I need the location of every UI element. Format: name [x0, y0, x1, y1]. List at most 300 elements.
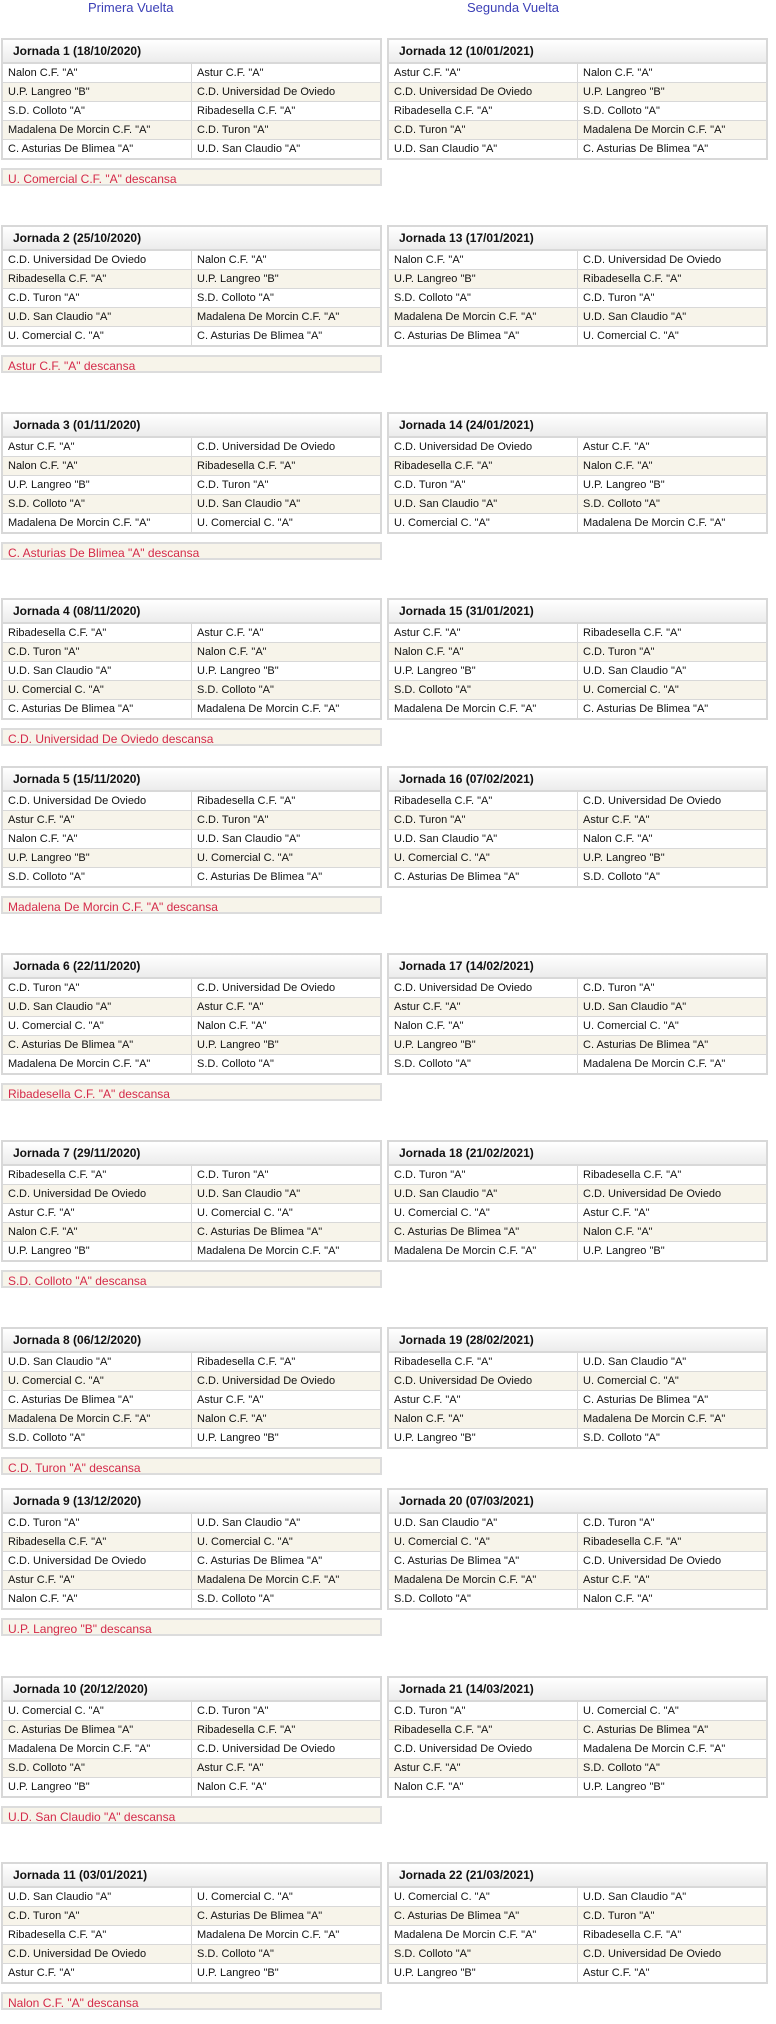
home-team: C.D. Turon "A" — [388, 811, 578, 830]
home-team: C.D. Turon "A" — [2, 1907, 192, 1926]
match-row — [388, 1165, 767, 1185]
match-row — [388, 662, 767, 681]
away-team: Ribadesella C.F. "A" — [578, 1533, 768, 1552]
home-team: C.D. Turon "A" — [2, 978, 192, 998]
home-team: S.D. Colloto "A" — [2, 495, 192, 514]
match-row — [2, 1552, 381, 1571]
away-team: C. Asturias De Blimea "A" — [578, 700, 768, 720]
jornada-title: Jornada 15 (31/01/2021) — [388, 599, 767, 623]
away-team: Astur C.F. "A" — [578, 811, 768, 830]
home-team: C.D. Turon "A" — [388, 476, 578, 495]
home-team: U. Comercial C. "A" — [2, 1701, 192, 1721]
home-team: Astur C.F. "A" — [388, 998, 578, 1017]
jornada-block — [1, 1676, 382, 1824]
away-team: S.D. Colloto "A" — [192, 1945, 382, 1964]
home-team: C. Asturias De Blimea "A" — [2, 140, 192, 160]
away-team: U. Comercial C. "A" — [578, 1017, 768, 1036]
away-team: Nalon C.F. "A" — [192, 643, 382, 662]
rest-team-notice: Astur C.F. "A" descansa — [1, 355, 382, 373]
match-row — [2, 791, 381, 811]
away-team: Nalon C.F. "A" — [578, 63, 768, 83]
home-team: S.D. Colloto "A" — [2, 102, 192, 121]
jornada-block — [387, 1488, 768, 1638]
match-row — [388, 1036, 767, 1055]
match-row — [2, 121, 381, 140]
jornada-table — [1, 225, 382, 347]
away-team: Ribadesella C.F. "A" — [192, 457, 382, 476]
jornada-block — [1, 225, 382, 373]
match-row — [2, 868, 381, 888]
home-team: S.D. Colloto "A" — [2, 1429, 192, 1449]
jornada-block — [1, 38, 382, 186]
away-team: Astur C.F. "A" — [578, 1204, 768, 1223]
match-row — [388, 457, 767, 476]
away-team: Madalena De Morcin C.F. "A" — [578, 1410, 768, 1429]
away-team: U. Comercial C. "A" — [192, 514, 382, 534]
match-row — [388, 1352, 767, 1372]
home-team: Nalon C.F. "A" — [2, 1223, 192, 1242]
jornada-table — [387, 225, 768, 347]
away-team: Ribadesella C.F. "A" — [192, 791, 382, 811]
home-team: U.P. Langreo "B" — [388, 1429, 578, 1449]
match-row — [388, 327, 767, 347]
away-team: Nalon C.F. "A" — [192, 1778, 382, 1798]
match-row — [388, 681, 767, 700]
away-team: U. Comercial C. "A" — [578, 1372, 768, 1391]
home-team: Astur C.F. "A" — [2, 1964, 192, 1984]
home-team: C. Asturias De Blimea "A" — [388, 1552, 578, 1571]
match-row — [2, 308, 381, 327]
jornada-table — [387, 1488, 768, 1610]
home-team: Ribadesella C.F. "A" — [2, 623, 192, 643]
match-row — [388, 476, 767, 495]
home-team: S.D. Colloto "A" — [2, 1759, 192, 1778]
match-row — [2, 437, 381, 457]
away-team: C.D. Universidad De Oviedo — [192, 978, 382, 998]
away-team: U.D. San Claudio "A" — [192, 1513, 382, 1533]
home-team: U. Comercial C. "A" — [388, 1887, 578, 1907]
match-row — [388, 83, 767, 102]
jornada-table — [1, 766, 382, 888]
away-team: U.P. Langreo "B" — [192, 1964, 382, 1984]
match-row — [388, 1778, 767, 1798]
jornada-table — [1, 1676, 382, 1798]
home-team: Madalena De Morcin C.F. "A" — [388, 308, 578, 327]
match-row — [388, 623, 767, 643]
away-team: C.D. Universidad De Oviedo — [578, 250, 768, 270]
home-team: Astur C.F. "A" — [2, 437, 192, 457]
home-team: Madalena De Morcin C.F. "A" — [388, 700, 578, 720]
match-row — [388, 1571, 767, 1590]
away-team: U.P. Langreo "B" — [578, 83, 768, 102]
home-team: C.D. Universidad De Oviedo — [2, 1945, 192, 1964]
away-team: S.D. Colloto "A" — [192, 681, 382, 700]
jornada-title: Jornada 8 (06/12/2020) — [2, 1328, 381, 1352]
match-row — [2, 662, 381, 681]
rest-team-notice: U.P. Langreo "B" descansa — [1, 1618, 382, 1636]
match-row — [2, 623, 381, 643]
home-team: Astur C.F. "A" — [388, 623, 578, 643]
match-row — [2, 1204, 381, 1223]
match-row — [2, 1017, 381, 1036]
away-team: U.P. Langreo "B" — [578, 849, 768, 868]
jornada-title: Jornada 11 (03/01/2021) — [2, 1863, 381, 1887]
jornada-title: Jornada 20 (07/03/2021) — [388, 1489, 767, 1513]
home-team: C. Asturias De Blimea "A" — [388, 327, 578, 347]
home-team: Astur C.F. "A" — [388, 63, 578, 83]
jornada-table — [387, 1676, 768, 1798]
jornada-block — [387, 412, 768, 562]
segunda-vuelta-heading[interactable]: Segunda Vuelta — [467, 0, 560, 15]
home-team: U. Comercial C. "A" — [388, 1533, 578, 1552]
away-team: C.D. Turon "A" — [192, 476, 382, 495]
jornada-title: Jornada 22 (21/03/2021) — [388, 1863, 767, 1887]
match-row — [388, 1740, 767, 1759]
away-team: C.D. Turon "A" — [192, 1701, 382, 1721]
home-team: U.P. Langreo "B" — [2, 1778, 192, 1798]
away-team: S.D. Colloto "A" — [192, 1590, 382, 1610]
match-row — [2, 1778, 381, 1798]
home-team: Madalena De Morcin C.F. "A" — [2, 121, 192, 140]
jornada-title: Jornada 1 (18/10/2020) — [2, 39, 381, 63]
jornada-table — [1, 1327, 382, 1449]
jornada-block — [387, 1140, 768, 1290]
home-team: Ribadesella C.F. "A" — [388, 102, 578, 121]
away-team: U.D. San Claudio "A" — [578, 1352, 768, 1372]
match-row — [388, 1017, 767, 1036]
away-team: Astur C.F. "A" — [192, 1759, 382, 1778]
away-team: C. Asturias De Blimea "A" — [192, 1907, 382, 1926]
match-row — [2, 250, 381, 270]
home-team: U.P. Langreo "B" — [388, 270, 578, 289]
home-team: U.P. Langreo "B" — [2, 849, 192, 868]
away-team: Madalena De Morcin C.F. "A" — [578, 1055, 768, 1075]
away-team: Nalon C.F. "A" — [192, 1410, 382, 1429]
match-row — [388, 830, 767, 849]
home-team: C.D. Turon "A" — [388, 1701, 578, 1721]
away-team: C.D. Universidad De Oviedo — [578, 1945, 768, 1964]
home-team: Nalon C.F. "A" — [388, 250, 578, 270]
jornada-title: Jornada 4 (08/11/2020) — [2, 599, 381, 623]
home-team: Nalon C.F. "A" — [388, 1410, 578, 1429]
jornada-block — [1, 1327, 382, 1475]
match-row — [2, 1533, 381, 1552]
home-team: C.D. Universidad De Oviedo — [388, 437, 578, 457]
match-row — [2, 1926, 381, 1945]
match-row — [388, 250, 767, 270]
jornada-title: Jornada 10 (20/12/2020) — [2, 1677, 381, 1701]
home-team: U.P. Langreo "B" — [2, 476, 192, 495]
jornada-table — [387, 38, 768, 160]
match-row — [2, 1721, 381, 1740]
match-row — [388, 868, 767, 888]
home-team: U.D. San Claudio "A" — [2, 1352, 192, 1372]
match-row — [388, 102, 767, 121]
away-team: C.D. Turon "A" — [578, 978, 768, 998]
match-row — [388, 495, 767, 514]
match-row — [388, 1055, 767, 1075]
jornada-block — [387, 1676, 768, 1826]
jornada-title: Jornada 9 (13/12/2020) — [2, 1489, 381, 1513]
match-row — [388, 308, 767, 327]
jornada-title: Jornada 2 (25/10/2020) — [2, 226, 381, 250]
match-row — [2, 830, 381, 849]
home-team: Nalon C.F. "A" — [388, 1778, 578, 1798]
away-team: C. Asturias De Blimea "A" — [192, 1552, 382, 1571]
match-row — [2, 1964, 381, 1984]
away-team: Nalon C.F. "A" — [192, 250, 382, 270]
match-row — [2, 514, 381, 534]
match-row — [388, 289, 767, 308]
primera-vuelta-heading[interactable]: Primera Vuelta — [88, 0, 174, 15]
away-team: S.D. Colloto "A" — [192, 1055, 382, 1075]
home-team: C. Asturias De Blimea "A" — [388, 868, 578, 888]
away-team: C. Asturias De Blimea "A" — [578, 1721, 768, 1740]
jornada-table — [387, 1327, 768, 1449]
match-row — [2, 1242, 381, 1262]
home-team: C.D. Universidad De Oviedo — [2, 791, 192, 811]
away-team: C.D. Turon "A" — [192, 811, 382, 830]
jornada-block — [1, 1488, 382, 1636]
away-team: C.D. Universidad De Oviedo — [578, 1552, 768, 1571]
match-row — [2, 811, 381, 830]
match-row — [388, 1533, 767, 1552]
home-team: U. Comercial C. "A" — [388, 514, 578, 534]
home-team: C.D. Universidad De Oviedo — [388, 83, 578, 102]
away-team: C.D. Universidad De Oviedo — [578, 791, 768, 811]
match-row — [2, 83, 381, 102]
match-row — [388, 998, 767, 1017]
home-team: Astur C.F. "A" — [2, 1204, 192, 1223]
home-team: U.D. San Claudio "A" — [2, 662, 192, 681]
home-team: C.D. Universidad De Oviedo — [388, 978, 578, 998]
home-team: C.D. Turon "A" — [2, 289, 192, 308]
match-row — [388, 1242, 767, 1262]
away-team: C.D. Turon "A" — [192, 1165, 382, 1185]
home-team: U. Comercial C. "A" — [2, 327, 192, 347]
home-team: Madalena De Morcin C.F. "A" — [388, 1571, 578, 1590]
away-team: S.D. Colloto "A" — [578, 868, 768, 888]
away-team: C.D. Turon "A" — [578, 289, 768, 308]
away-team: Madalena De Morcin C.F. "A" — [192, 308, 382, 327]
away-team: C.D. Turon "A" — [578, 1513, 768, 1533]
match-row — [2, 1429, 381, 1449]
match-row — [2, 270, 381, 289]
home-team: Ribadesella C.F. "A" — [2, 1926, 192, 1945]
away-team: U.D. San Claudio "A" — [192, 1185, 382, 1204]
away-team: C. Asturias De Blimea "A" — [578, 1391, 768, 1410]
home-team: C.D. Universidad De Oviedo — [2, 1185, 192, 1204]
match-row — [388, 1552, 767, 1571]
home-team: Ribadesella C.F. "A" — [2, 270, 192, 289]
jornada-block — [387, 225, 768, 375]
match-row — [388, 1887, 767, 1907]
jornada-table — [387, 1140, 768, 1262]
home-team: Ribadesella C.F. "A" — [2, 1165, 192, 1185]
away-team: Madalena De Morcin C.F. "A" — [578, 121, 768, 140]
home-team: U. Comercial C. "A" — [388, 1204, 578, 1223]
home-team: Astur C.F. "A" — [2, 1571, 192, 1590]
away-team: S.D. Colloto "A" — [578, 495, 768, 514]
away-team: C.D. Universidad De Oviedo — [192, 437, 382, 457]
away-team: U.P. Langreo "B" — [578, 476, 768, 495]
away-team: U.D. San Claudio "A" — [578, 998, 768, 1017]
match-row — [388, 1513, 767, 1533]
jornada-table — [1, 1488, 382, 1610]
away-team: Madalena De Morcin C.F. "A" — [578, 514, 768, 534]
away-team: Astur C.F. "A" — [578, 437, 768, 457]
home-team: Madalena De Morcin C.F. "A" — [2, 1410, 192, 1429]
jornada-title: Jornada 12 (10/01/2021) — [388, 39, 767, 63]
match-row — [388, 1907, 767, 1926]
home-team: U.D. San Claudio "A" — [388, 140, 578, 160]
match-row — [2, 1036, 381, 1055]
jornada-title: Jornada 21 (14/03/2021) — [388, 1677, 767, 1701]
match-row — [388, 1429, 767, 1449]
away-team: U.P. Langreo "B" — [192, 1429, 382, 1449]
match-row — [388, 811, 767, 830]
away-team: Ribadesella C.F. "A" — [578, 1165, 768, 1185]
home-team: U.P. Langreo "B" — [2, 83, 192, 102]
home-team: Ribadesella C.F. "A" — [388, 791, 578, 811]
away-team: C. Asturias De Blimea "A" — [192, 327, 382, 347]
away-team: U. Comercial C. "A" — [192, 1887, 382, 1907]
match-row — [388, 849, 767, 868]
jornada-title: Jornada 18 (21/02/2021) — [388, 1141, 767, 1165]
home-team: U.D. San Claudio "A" — [388, 495, 578, 514]
away-team: C. Asturias De Blimea "A" — [578, 1036, 768, 1055]
match-row — [388, 791, 767, 811]
home-team: C. Asturias De Blimea "A" — [388, 1907, 578, 1926]
home-team: C.D. Turon "A" — [388, 1165, 578, 1185]
match-row — [388, 1964, 767, 1984]
home-team: S.D. Colloto "A" — [388, 1055, 578, 1075]
away-team: U. Comercial C. "A" — [578, 327, 768, 347]
home-team: Madalena De Morcin C.F. "A" — [388, 1926, 578, 1945]
away-team: S.D. Colloto "A" — [192, 289, 382, 308]
away-team: C. Asturias De Blimea "A" — [192, 868, 382, 888]
home-team: Ribadesella C.F. "A" — [388, 1721, 578, 1740]
rest-team-notice: C. Asturias De Blimea "A" descansa — [1, 542, 382, 560]
rest-team-notice: S.D. Colloto "A" descansa — [1, 1270, 382, 1288]
away-team: U.P. Langreo "B" — [192, 270, 382, 289]
match-row — [2, 700, 381, 720]
match-row — [388, 700, 767, 720]
away-team: Ribadesella C.F. "A" — [192, 1352, 382, 1372]
home-team: C. Asturias De Blimea "A" — [2, 700, 192, 720]
home-team: U. Comercial C. "A" — [2, 1017, 192, 1036]
jornada-title: Jornada 7 (29/11/2020) — [2, 1141, 381, 1165]
home-team: U.D. San Claudio "A" — [388, 1185, 578, 1204]
match-row — [388, 1945, 767, 1964]
home-team: Astur C.F. "A" — [2, 811, 192, 830]
match-row — [2, 1571, 381, 1590]
match-row — [2, 1391, 381, 1410]
home-team: Ribadesella C.F. "A" — [388, 1352, 578, 1372]
match-row — [388, 978, 767, 998]
match-row — [388, 1185, 767, 1204]
jornada-block — [1, 766, 382, 914]
jornada-title: Jornada 13 (17/01/2021) — [388, 226, 767, 250]
match-row — [388, 63, 767, 83]
home-team: S.D. Colloto "A" — [2, 868, 192, 888]
match-row — [2, 1701, 381, 1721]
match-row — [388, 643, 767, 662]
home-team: U.P. Langreo "B" — [2, 1242, 192, 1262]
home-team: U.P. Langreo "B" — [388, 662, 578, 681]
away-team: U. Comercial C. "A" — [192, 1204, 382, 1223]
match-row — [388, 1701, 767, 1721]
home-team: Astur C.F. "A" — [388, 1391, 578, 1410]
match-row — [2, 1887, 381, 1907]
match-row — [2, 1165, 381, 1185]
home-team: U.D. San Claudio "A" — [2, 998, 192, 1017]
home-team: Madalena De Morcin C.F. "A" — [2, 1740, 192, 1759]
match-row — [2, 1590, 381, 1610]
away-team: C.D. Turon "A" — [192, 121, 382, 140]
jornada-table — [1, 1862, 382, 1984]
match-row — [388, 1759, 767, 1778]
home-team: U. Comercial C. "A" — [388, 849, 578, 868]
home-team: C.D. Universidad De Oviedo — [388, 1740, 578, 1759]
home-team: U.P. Langreo "B" — [388, 1964, 578, 1984]
jornada-table — [387, 953, 768, 1075]
home-team: Nalon C.F. "A" — [388, 1017, 578, 1036]
rest-team-notice: Ribadesella C.F. "A" descansa — [1, 1083, 382, 1101]
home-team: C.D. Universidad De Oviedo — [388, 1372, 578, 1391]
home-team: U. Comercial C. "A" — [2, 681, 192, 700]
match-row — [2, 63, 381, 83]
home-team: C. Asturias De Blimea "A" — [2, 1721, 192, 1740]
away-team: U. Comercial C. "A" — [578, 681, 768, 700]
jornada-table — [1, 38, 382, 160]
match-row — [2, 102, 381, 121]
away-team: Madalena De Morcin C.F. "A" — [192, 1571, 382, 1590]
jornada-table — [1, 953, 382, 1075]
away-team: Nalon C.F. "A" — [578, 1590, 768, 1610]
away-team: Nalon C.F. "A" — [192, 1017, 382, 1036]
home-team: Ribadesella C.F. "A" — [2, 1533, 192, 1552]
jornada-table — [1, 1140, 382, 1262]
home-team: S.D. Colloto "A" — [388, 1945, 578, 1964]
away-team: Ribadesella C.F. "A" — [192, 102, 382, 121]
match-row — [2, 1740, 381, 1759]
away-team: Ribadesella C.F. "A" — [578, 623, 768, 643]
away-team: Nalon C.F. "A" — [578, 830, 768, 849]
away-team: U.D. San Claudio "A" — [192, 830, 382, 849]
away-team: U.D. San Claudio "A" — [192, 140, 382, 160]
home-team: U.D. San Claudio "A" — [388, 830, 578, 849]
home-team: C.D. Universidad De Oviedo — [2, 1552, 192, 1571]
match-row — [2, 1223, 381, 1242]
away-team: S.D. Colloto "A" — [578, 1429, 768, 1449]
away-team: C.D. Universidad De Oviedo — [192, 1740, 382, 1759]
match-row — [388, 1590, 767, 1610]
away-team: Nalon C.F. "A" — [578, 1223, 768, 1242]
rest-team-notice: Madalena De Morcin C.F. "A" descansa — [1, 896, 382, 914]
away-team: U.P. Langreo "B" — [192, 1036, 382, 1055]
away-team: Astur C.F. "A" — [192, 63, 382, 83]
away-team: C. Asturias De Blimea "A" — [578, 140, 768, 160]
match-row — [2, 1055, 381, 1075]
match-row — [2, 140, 381, 160]
home-team: C. Asturias De Blimea "A" — [2, 1036, 192, 1055]
home-team: S.D. Colloto "A" — [388, 681, 578, 700]
home-team: C.D. Turon "A" — [2, 1513, 192, 1533]
away-team: U. Comercial C. "A" — [192, 1533, 382, 1552]
match-row — [2, 998, 381, 1017]
jornada-title: Jornada 17 (14/02/2021) — [388, 954, 767, 978]
